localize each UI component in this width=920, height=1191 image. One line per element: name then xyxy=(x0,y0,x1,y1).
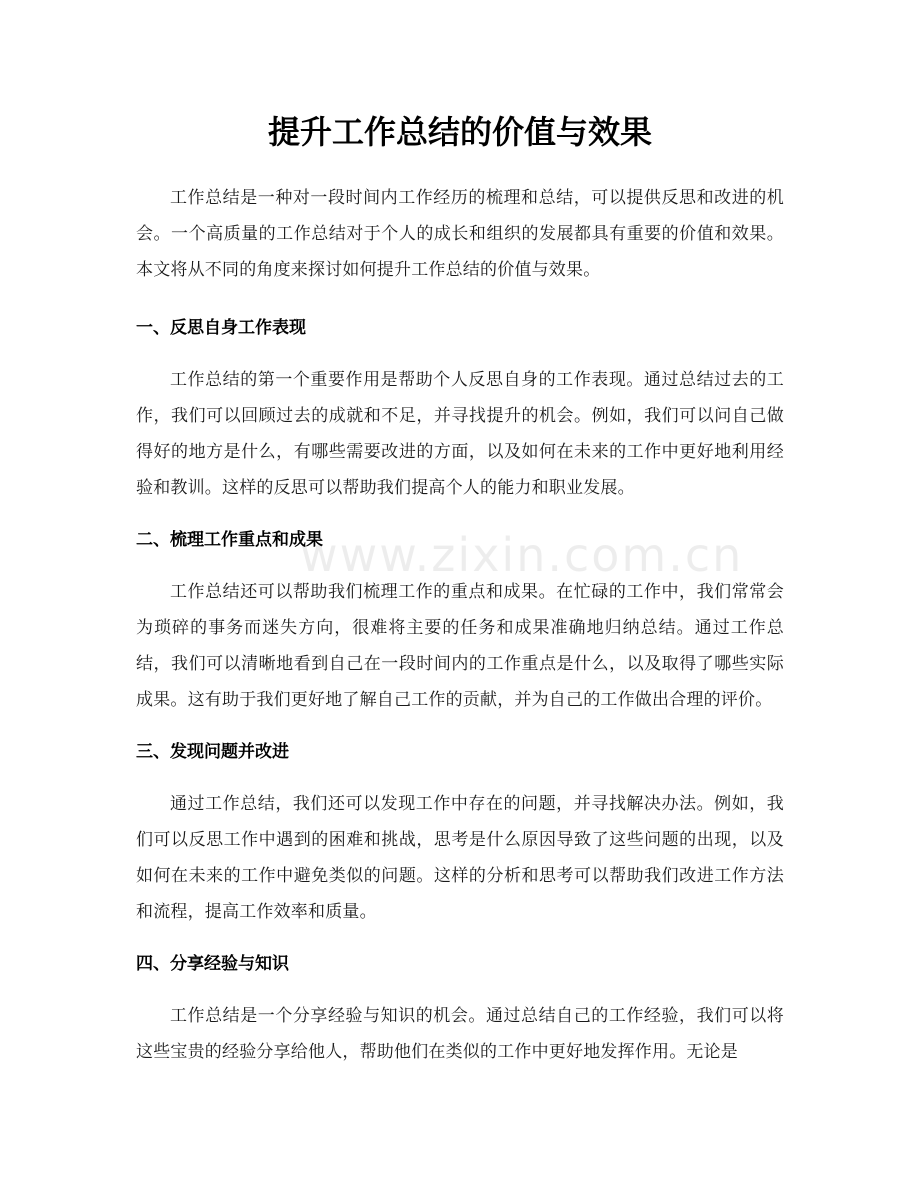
section-body-4: 工作总结是一个分享经验与知识的机会。通过总结自己的工作经验，我们可以将这些宝贵的经验分享给他人，帮助他们在类似的工作中更好地发挥作用。无论是 xyxy=(136,1006,784,1062)
section-body-2: 工作总结还可以帮助我们梳理工作的重点和成果。在忙碌的工作中，我们常常会为琐碎的事务而迷失方向，很难将主要的任务和成果准确地归纳总结。通过工作总结，我们可以清晰地看到自己在一段时间内的工作重点是什么，以及取得了哪些实际成果。这有助于我们更好地了解自己工作的贡献，并为自己的工作做出合理的评价。 xyxy=(136,582,784,710)
document-title: 提升工作总结的价值与效果 xyxy=(267,113,652,151)
section-heading-1: 一、反思自身工作表现 xyxy=(136,318,306,338)
section-body-1: 工作总结的第一个重要作用是帮助个人反思自身的工作表现。通过总结过去的工作，我们可以回顾过去的成就和不足，并寻找提升的机会。例如，我们可以问自己做得好的地方是什么，有哪些需要改进的方面，以及如何在未来的工作中更好地利用经验和教训。这样的反思可以帮助我们提高个人的能力和职业发展。 xyxy=(136,370,784,498)
section-body-3: 通过工作总结，我们还可以发现工作中存在的问题，并寻找解决办法。例如，我们可以反思工作中遇到的困难和挑战，思考是什么原因导致了这些问题的出现，以及如何在未来的工作中避免类似的问题。这样的分析和思考可以帮助我们改进工作方法和流程，提高工作效率和质量。 xyxy=(136,794,784,922)
section-heading-3: 三、发现问题并改进 xyxy=(136,742,289,762)
watermark: www.zixin.com.cn xyxy=(300,528,744,582)
section-heading-4: 四、分享经验与知识 xyxy=(136,954,289,974)
intro-paragraph: 工作总结是一种对一段时间内工作经历的梳理和总结，可以提供反思和改进的机会。一个高质量的工作总结对于个人的成长和组织的发展都具有重要的价值和效果。本文将从不同的角度来探讨如何提升工作总结的价值与效果。 xyxy=(136,188,784,280)
section-heading-2: 二、梳理工作重点和成果 xyxy=(136,530,323,550)
